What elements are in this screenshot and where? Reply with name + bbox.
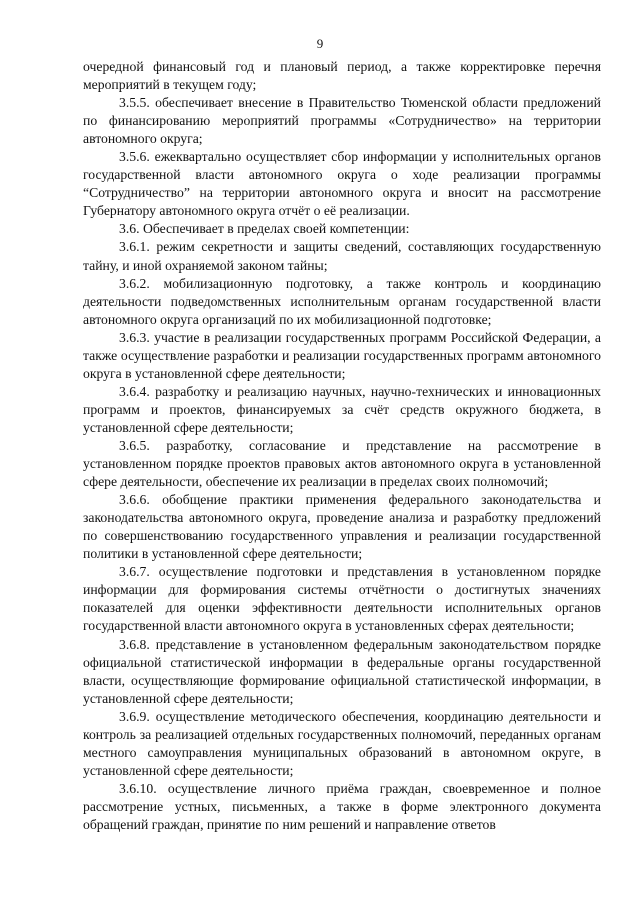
paragraph-3-6-9: 3.6.9. осуществление методического обеспечения, координацию деятельности и контроль за реализацией отдельных государственных полномочий, переданных органам местного самоуправления муниципальных образований в автономном округе, в установленной сфере деятельности; (83, 708, 601, 778)
page-number: 9 (316, 36, 324, 51)
paragraph-3-6-8: 3.6.8. представление в установленном федеральным законодательством порядке официальной статистической информации в федеральные органы государственной власти, осуществляющие формирование официальной статистической информации, в установленной сфере деятельности; (83, 636, 601, 706)
paragraph-continuation: очередной финансовый год и плановый период, а также корректировке перечня мероприятий в текущем году; (83, 59, 601, 93)
paragraph-3-6-3: 3.6.3. участие в реализации государственных программ Российской Федерации, а также осуществление разработки и реализации государственных программ автономного округа в установленной сфере деятельности; (83, 329, 601, 381)
paragraph-3-6-2: 3.6.2. мобилизационную подготовку, а также контроль и координацию деятельности подведомственных исполнительным органам государственной власти автономного округа организаций по их мобилизационной подготовке; (83, 275, 601, 327)
paragraph-3-5-6: 3.5.6. ежеквартально осуществляет сбор информации у исполнительных органов государственной власти автономного округа о ходе реализации программы “Сотрудничество” на территории автономного округа и вносит на рассмотрение Губернатору автономного округа отчёт о её реализации. (83, 149, 601, 219)
paragraph-3-5-5: 3.5.5. обеспечивает внесение в Правительство Тюменской области предложений по финансированию мероприятий программы «Сотрудничество» на территории автономного округа; (83, 95, 601, 147)
paragraph-3-6-7: 3.6.7. осуществление подготовки и представления в установленном порядке информации для формирования системы отчётности о достигнутых значениях показателей для оценки эффективности деятельности исполнительных органов государственной власти автономного округа в установленных сферах деятельности; (83, 564, 601, 634)
paragraph-3-6-4: 3.6.4. разработку и реализацию научных, научно-технических и инновационных программ и проектов, финансируемых за счёт средств окружного бюджета, в установленной сфере деятельности; (83, 383, 601, 435)
paragraph-3-6-6: 3.6.6. обобщение практики применения федерального законодательства и законодательства автономного округа, проведение анализа и разработку предложений по совершенствованию государственного управления и реализации государственной политики в установленной сфере деятельности; (83, 492, 601, 562)
document-body (83, 58, 601, 834)
paragraph-3-6-5: 3.6.5. разработку, согласование и представление на рассмотрение в установленном порядке проектов правовых актов автономного округа в установленной сфере деятельности, обеспечение их реализации в пределах своих полномочий; (83, 437, 601, 490)
paragraph-3-6: 3.6. Обеспечивает в пределах своей компетенции: (119, 221, 410, 237)
paragraph-3-6-1: 3.6.1. режим секретности и защиты сведений, составляющих государственную тайну, и иной охраняемой законом тайны; (83, 239, 601, 273)
paragraph-3-6-10: 3.6.10. осуществление личного приёма граждан, своевременное и полное рассмотрение устных, письменных, а также в форме электронного документа обращений граждан, принятие по ним решений и направление ответов (83, 780, 601, 832)
